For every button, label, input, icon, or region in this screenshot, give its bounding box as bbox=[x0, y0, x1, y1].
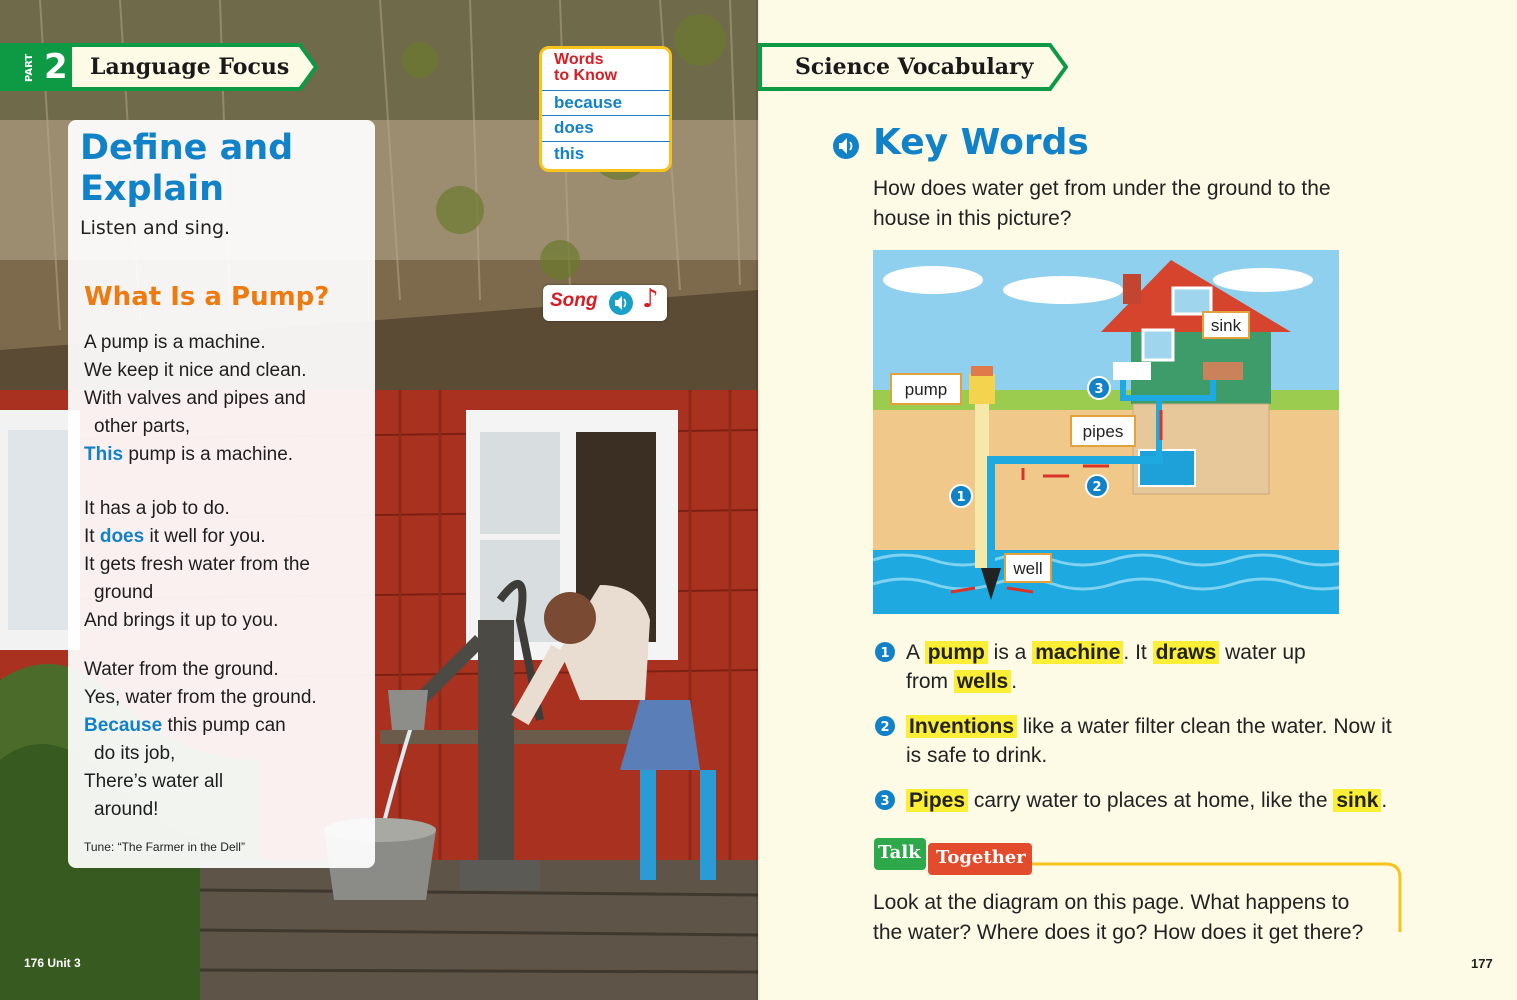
song-label: Song bbox=[550, 290, 598, 311]
lesson-title-line1: Define and bbox=[80, 128, 294, 168]
definition-text: . bbox=[1011, 670, 1018, 693]
diagram-label-well bbox=[1005, 554, 1051, 582]
diagram-label-pump bbox=[891, 374, 961, 404]
part-word: PART bbox=[24, 53, 35, 83]
lyric-line: around! bbox=[94, 799, 159, 820]
pipes-label: pipes bbox=[1082, 422, 1124, 441]
keyword-pump: pump bbox=[925, 641, 988, 664]
word-to-know: because bbox=[554, 93, 623, 112]
sink-label: sink bbox=[1210, 316, 1242, 335]
diagram-marker-1 bbox=[950, 485, 972, 507]
marker-1: 1 bbox=[956, 490, 966, 505]
well-label: well bbox=[1013, 559, 1043, 578]
definition-text: like a water filter clean the water. Now it bbox=[1017, 715, 1392, 738]
page-footer-right: 177 bbox=[1471, 956, 1493, 971]
definition-text: water up bbox=[1219, 641, 1306, 664]
water-pump-diagram bbox=[873, 250, 1339, 614]
keyword-sink: sink bbox=[1333, 789, 1381, 812]
keyword-draws: draws bbox=[1153, 641, 1220, 664]
words-to-know-title-line2: to Know bbox=[554, 67, 618, 84]
lesson-title bbox=[80, 128, 370, 210]
lyric-line: There’s water all bbox=[84, 771, 224, 792]
lyric-line: And brings it up to you. bbox=[84, 610, 279, 631]
lyric-line: With valves and pipes and bbox=[84, 388, 306, 409]
keyword-machine: machine bbox=[1032, 641, 1123, 664]
speaker-icon[interactable] bbox=[832, 132, 860, 160]
keyword-this: This bbox=[84, 444, 124, 465]
page-gutter bbox=[756, 0, 760, 1000]
number-1-icon bbox=[874, 641, 896, 663]
divider bbox=[542, 115, 670, 116]
key-words-question: How does water get from under the ground to the house in this picture? bbox=[873, 177, 1331, 230]
number-3-icon bbox=[874, 789, 896, 811]
language-focus-title: Language Focus bbox=[90, 54, 290, 80]
marker-3: 3 bbox=[1094, 382, 1104, 397]
definition-text: . bbox=[1381, 789, 1388, 812]
speaker-icon[interactable] bbox=[608, 290, 634, 316]
word-to-know: does bbox=[554, 118, 594, 137]
keyword-pipes: Pipes bbox=[906, 789, 968, 812]
tune-credit: Tune: “The Farmer in the Dell” bbox=[84, 840, 245, 854]
diagram-label-sink bbox=[1203, 312, 1249, 338]
lyric-line bbox=[84, 526, 266, 548]
definition-1 bbox=[906, 638, 1396, 696]
keyword-inventions: Inventions bbox=[906, 715, 1017, 738]
definition-2 bbox=[906, 712, 1396, 770]
song-title: What Is a Pump? bbox=[84, 282, 330, 312]
definition-text: is safe to drink. bbox=[906, 744, 1048, 767]
marker-2: 2 bbox=[1092, 480, 1102, 495]
music-note-icon: ♪ bbox=[642, 284, 659, 314]
lyric-line: It gets fresh water from the bbox=[84, 554, 310, 575]
lyric-line: A pump is a machine. bbox=[84, 332, 266, 353]
definition-text: is a bbox=[987, 641, 1033, 664]
lyric-line: It has a job to do. bbox=[84, 498, 230, 519]
lyric-text: this pump can bbox=[162, 715, 286, 736]
diagram-marker-2 bbox=[1086, 475, 1108, 497]
lyric-line: do its job, bbox=[94, 743, 176, 764]
lesson-title-line2: Explain bbox=[80, 169, 225, 209]
lyric-text: it well for you. bbox=[144, 526, 266, 547]
lyric-line: We keep it nice and clean. bbox=[84, 360, 307, 381]
definition-text: from bbox=[906, 670, 954, 693]
science-vocabulary-title: Science Vocabulary bbox=[795, 54, 1034, 80]
svg-text:3: 3 bbox=[880, 794, 890, 809]
svg-text:2: 2 bbox=[880, 720, 890, 735]
lyric-text: It bbox=[84, 526, 100, 547]
divider bbox=[542, 141, 670, 142]
keyword-wells: wells bbox=[954, 670, 1011, 693]
key-words-heading: Key Words bbox=[873, 122, 1089, 163]
diagram-marker-3 bbox=[1088, 377, 1110, 399]
talk-together-prompt: Look at the diagram on this page. What happens to the water? Where does it go? How does it get there? bbox=[873, 891, 1364, 944]
definition-3 bbox=[906, 786, 1396, 815]
page-footer-left: 176 Unit 3 bbox=[24, 956, 81, 970]
lyric-line: Water from the ground. bbox=[84, 659, 279, 680]
lyric-line: ground bbox=[94, 582, 154, 603]
lyric-line: other parts, bbox=[94, 416, 191, 437]
svg-text:1: 1 bbox=[880, 646, 890, 661]
instruction-text: Listen and sing. bbox=[80, 217, 231, 239]
diagram-label-pipes bbox=[1071, 416, 1135, 446]
lyric-line bbox=[84, 444, 293, 466]
word-to-know: this bbox=[554, 144, 585, 163]
keyword-does: does bbox=[99, 526, 145, 547]
definition-text: . It bbox=[1123, 641, 1153, 664]
lyric-text: pump is a machine. bbox=[123, 444, 294, 465]
definition-text: A bbox=[906, 641, 925, 664]
words-to-know-title bbox=[554, 52, 664, 84]
talk-label: Talk bbox=[878, 842, 921, 863]
definition-text: carry water to places at home, like the bbox=[968, 789, 1334, 812]
keyword-because: Because bbox=[84, 715, 163, 736]
pump-label: pump bbox=[904, 380, 948, 399]
together-label: Together bbox=[936, 847, 1026, 868]
part-number: 2 bbox=[44, 47, 68, 87]
divider bbox=[542, 90, 670, 91]
words-to-know-title-line1: Words bbox=[554, 51, 604, 68]
lyric-line: Yes, water from the ground. bbox=[84, 687, 317, 708]
lyric-line bbox=[84, 715, 286, 737]
number-2-icon bbox=[874, 715, 896, 737]
